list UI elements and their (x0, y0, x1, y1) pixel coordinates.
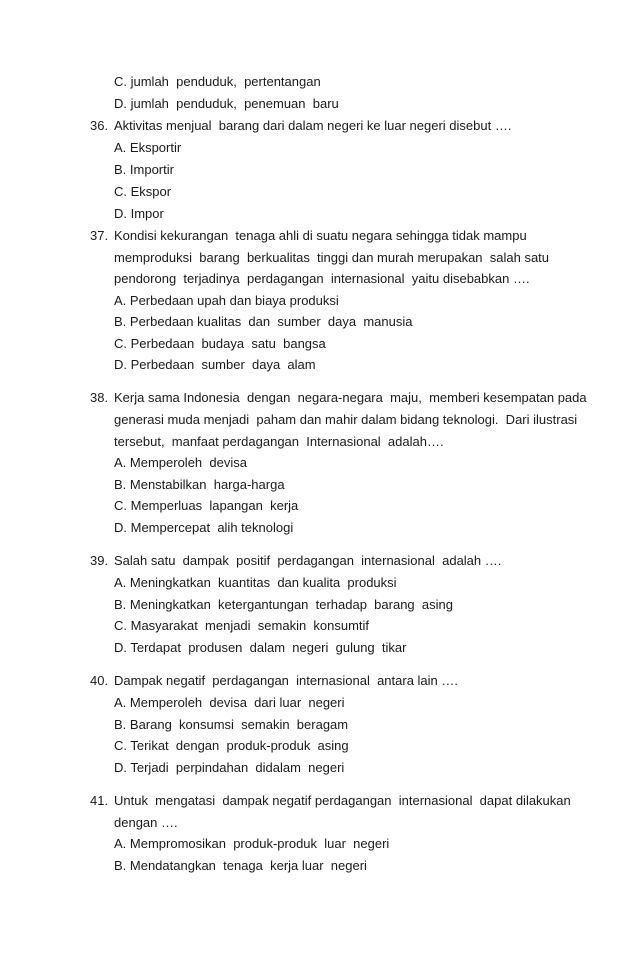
question-38-number: 38. (90, 390, 109, 405)
question-39-number: 39. (90, 553, 109, 568)
question-37-text-line-3: pendorong terjadinya perdagangan internasional yaitu disebabkan …. (114, 271, 530, 286)
question-39-option-d: D. Terdapat produsen dalam negeri gulung tikar (114, 640, 407, 655)
question-40-number: 40. (90, 673, 109, 688)
question-41-text-line-2: dengan …. (114, 815, 178, 830)
question-38-text-line-2: generasi muda menjadi paham dan mahir dalam bidang teknologi. Dari ilustrasi (114, 412, 578, 427)
question-39-text: Salah satu dampak positif perdagangan internasional adalah …. (114, 553, 502, 568)
question-40-text: Dampak negatif perdagangan internasional antara lain …. (114, 673, 458, 688)
question-36-option-c: C. Ekspor (114, 184, 172, 199)
question-41-option-a: A. Mempromosikan produk-produk luar negeri (114, 836, 390, 851)
question-36-number: 36. (90, 118, 109, 133)
question-41-number: 41. (90, 793, 109, 808)
question-40-option-d: D. Terjadi perpindahan didalam negeri (114, 760, 345, 775)
prev-option-d: D. jumlah penduduk, penemuan baru (114, 96, 339, 111)
question-38-option-b: B. Menstabilkan harga-harga (114, 477, 285, 492)
question-38-text-line-1: Kerja sama Indonesia dengan negara-negara maju, memberi kesempatan pada (114, 390, 587, 405)
question-38-option-c: C. Memperluas lapangan kerja (114, 498, 299, 513)
question-39-option-a: A. Meningkatkan kuantitas dan kualita produksi (114, 575, 397, 590)
question-37-option-d: D. Perbedaan sumber daya alam (114, 357, 316, 372)
question-36-option-a: A. Eksportir (114, 140, 182, 155)
question-37-text-line-2: memproduksi barang berkualitas tinggi dan murah merupakan salah satu (114, 250, 550, 265)
question-39-option-c: C. Masyarakat menjadi semakin konsumtif (114, 618, 370, 633)
question-41-text-line-1: Untuk mengatasi dampak negatif perdagangan internasional dapat dilakukan (114, 793, 571, 808)
question-39-option-b: B. Meningkatkan ketergantungan terhadap barang asing (114, 597, 453, 612)
question-36-option-d: D. Impor (114, 206, 164, 221)
question-37-number: 37. (90, 228, 109, 243)
question-40-option-b: B. Barang konsumsi semakin beragam (114, 717, 349, 732)
question-36-text: Aktivitas menjual barang dari dalam negeri ke luar negeri disebut …. (114, 118, 512, 133)
question-37-text-line-1: Kondisi kekurangan tenaga ahli di suatu negara sehingga tidak mampu (114, 228, 527, 243)
question-36-option-b: B. Importir (114, 162, 174, 177)
question-38-option-a: A. Memperoleh devisa (114, 455, 247, 470)
prev-option-c: C. jumlah penduduk, pertentangan (114, 74, 321, 89)
question-38-option-d: D. Mempercepat alih teknologi (114, 520, 294, 535)
question-38-text-line-3: tersebut, manfaat perdagangan Internasional adalah…. (114, 434, 444, 449)
question-37-option-c: C. Perbedaan budaya satu bangsa (114, 336, 326, 351)
question-40-option-c: C. Terikat dengan produk-produk asing (114, 738, 349, 753)
question-40-option-a: A. Memperoleh devisa dari luar negeri (114, 695, 345, 710)
question-37-option-a: A. Perbedaan upah dan biaya produksi (114, 293, 339, 308)
question-37-option-b: B. Perbedaan kualitas dan sumber daya manusia (114, 314, 413, 329)
question-41-option-b: B. Mendatangkan tenaga kerja luar negeri (114, 858, 367, 873)
